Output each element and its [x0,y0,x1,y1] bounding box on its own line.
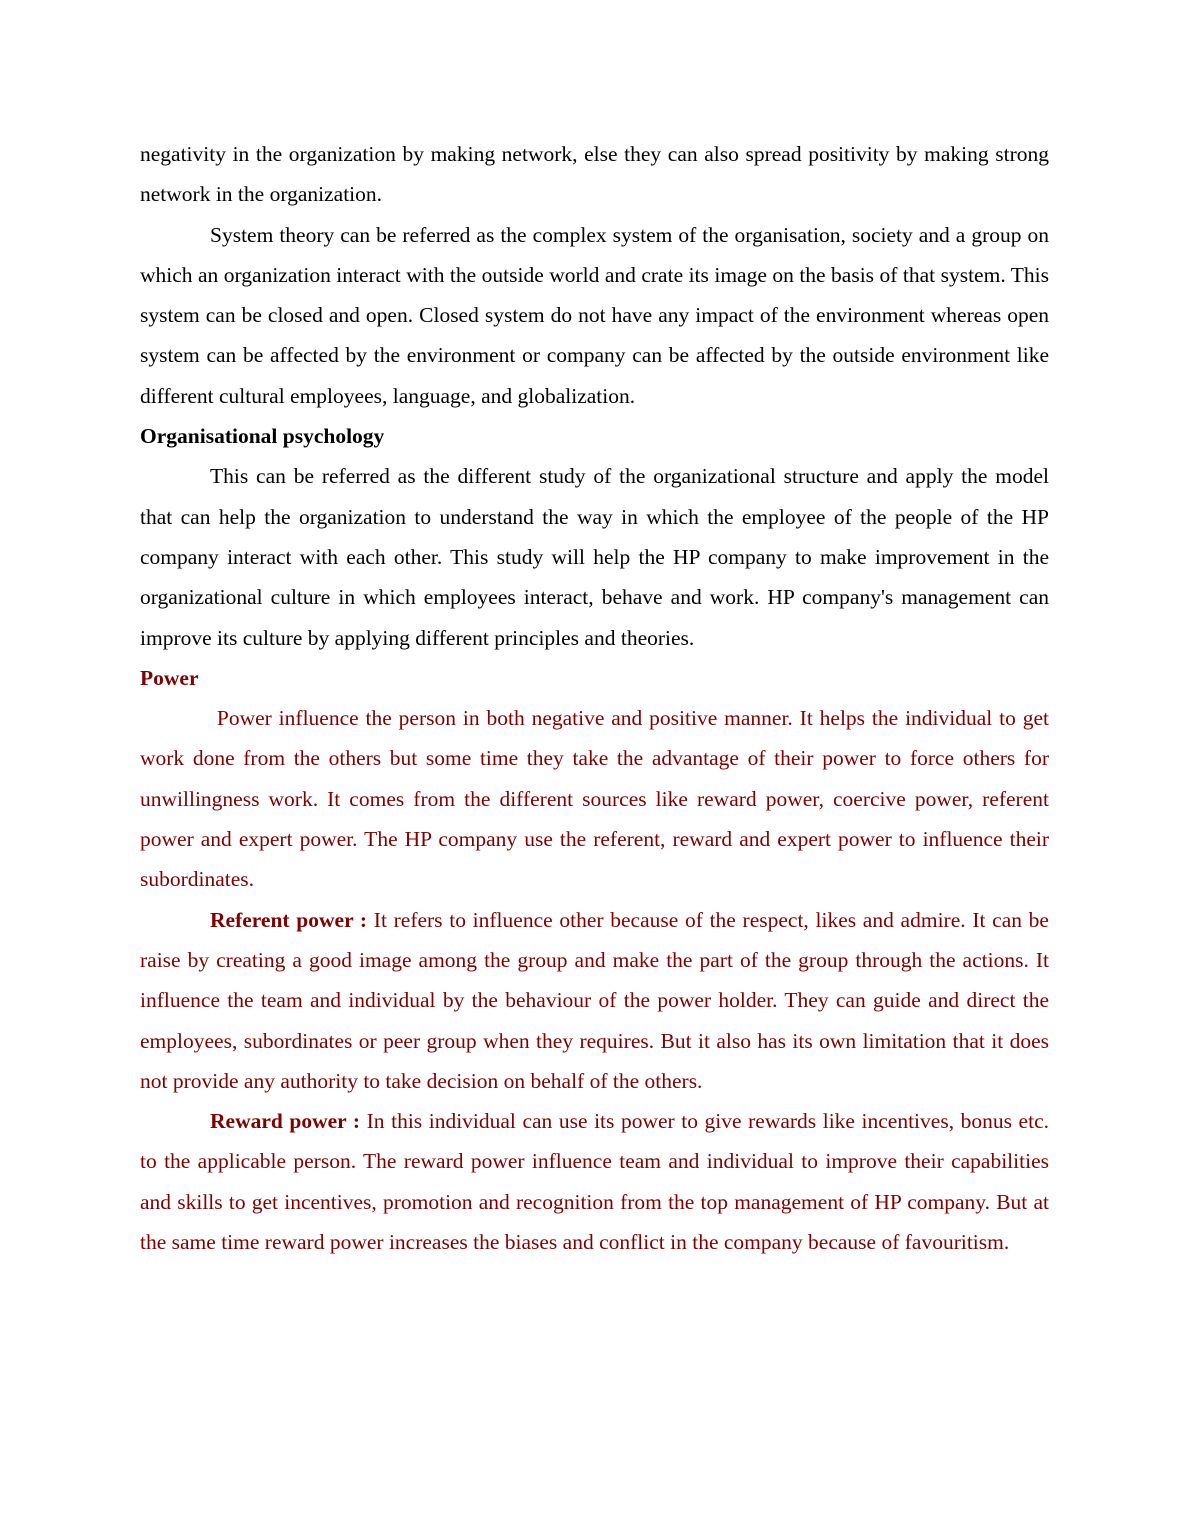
document-page [140,134,1049,1262]
intro-continuation-paragraph: negativity in the organization by making network, else they can also spread positivity by making strong network in the organization. [140,142,1049,207]
referent-power-text: It refers to influence other because of the respect, likes and admire. It can be raise by creating a good image among the group and make the part of the group through the actions. It influence the team and individual by the behaviour of the power holder. They can guide and direct the employees, subordinates or peer group when they requires. But it also has its own limitation that it does not provide any authority to take decision on behalf of the others. [140,907,1049,1093]
org-psychology-heading: Organisational psychology [140,424,385,449]
power-heading: Power [140,665,199,690]
power-paragraph [140,698,1049,899]
referent-power-paragraph [140,900,1049,1101]
reward-power-paragraph [140,1101,1049,1262]
org-psychology-paragraph: This can be referred as the different study of the organizational structure and apply the model that can help the organization to understand the way in which the employee of the people of the HP company interact with each other. This study will help the HP company to make improvement in the organizational culture in which employees interact, behave and work. HP company's management can improve its culture by applying different principles and theories. [140,464,1049,650]
reward-power-text: In this individual can use its power to give rewards like incentives, bonus etc. to the applicable person. The reward power influence team and individual to improve their capabilities and skills to get incentives, promotion and recognition from the top management of HP company. But at the same time reward power increases the biases and conflict in the company because of favouritism. [140,1109,1049,1255]
power-paragraph-text: Power influence the person in both negative and positive manner. It helps the individual to get work done from the others but some time they take the advantage of their power to force others for unwillingness work. It comes from the different sources like reward power, coercive power, referent power and expert power. The HP company use the referent, reward and expert power to influence their subordinates. [140,706,1049,892]
reward-power-label: Reward power : [210,1109,361,1134]
system-theory-paragraph: System theory can be referred as the complex system of the organisation, society and a group on which an organization interact with the outside world and crate its image on the basis of that system. This system can be closed and open. Closed system do not have any impact of the environment whereas open system can be affected by the environment or company can be affected by the outside environment like different cultural employees, language, and globalization. [140,222,1049,408]
referent-power-label: Referent power : [210,907,368,932]
